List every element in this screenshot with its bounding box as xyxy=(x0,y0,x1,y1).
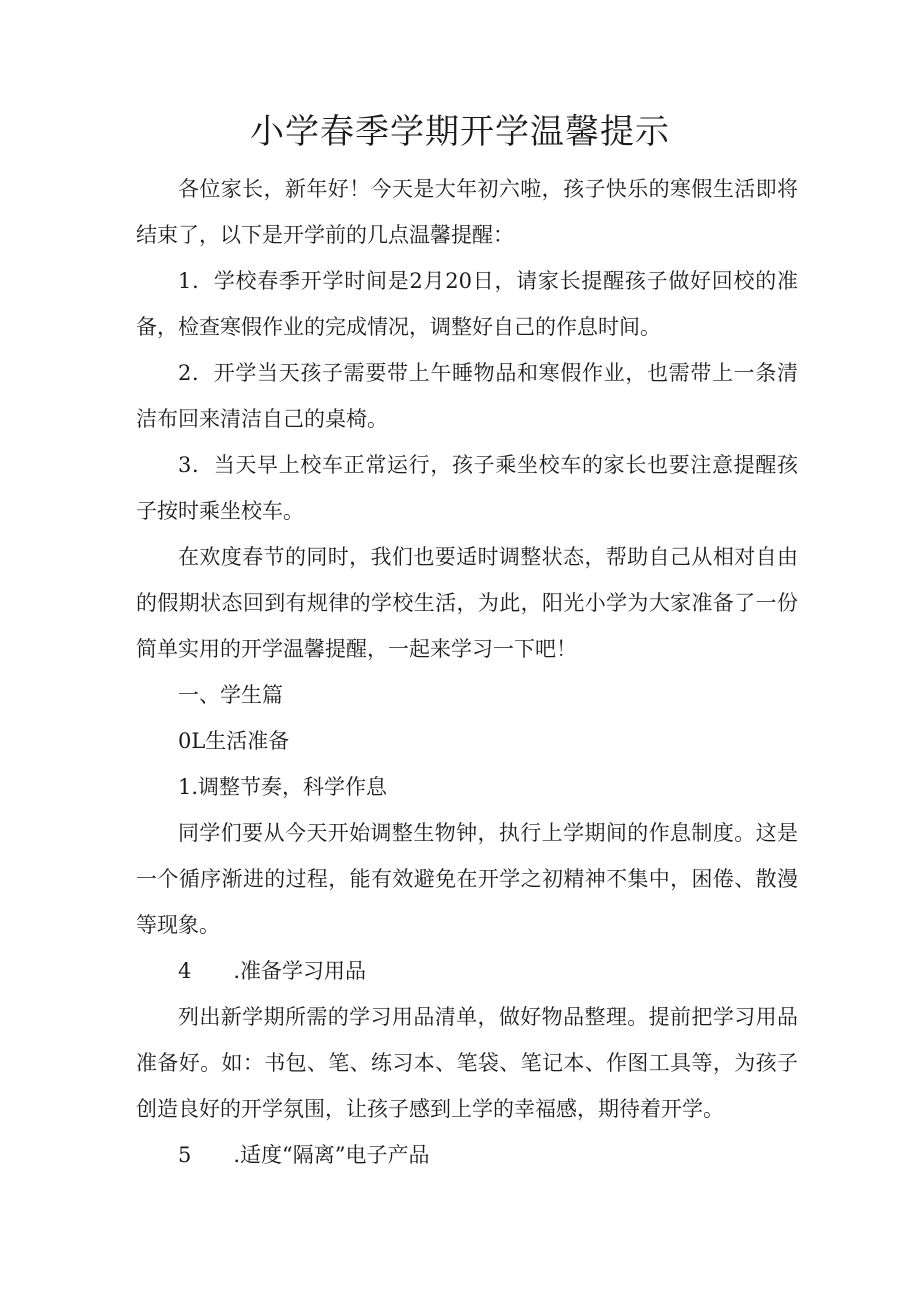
subsection-heading-life: 0L生活准备 xyxy=(178,729,290,753)
paragraph-rhythm: 同学们要从今天开始调整生物钟，执行上学期间的作息制度。这是一个循序渐进的过程，能有效避免在开学之初精神不集中，困倦、散漫等现象。 xyxy=(136,821,798,937)
paragraph-item-1: 1．学校春季开学时间是2月20日，请家长提醒孩子做好回校的准备，检查寒假作业的完成情况，调整好自己的作息时间。 xyxy=(136,269,798,339)
item-heading-supplies: 4 .准备学习用品 xyxy=(178,959,367,983)
section-heading-students: 一、学生篇 xyxy=(178,683,283,707)
paragraph-intro: 在欢度春节的同时，我们也要适时调整状态，帮助自己从相对自由的假期状态回到有规律的学校生活，为此，阳光小学为大家准备了一份简单实用的开学温馨提醒，一起来学习一下吧！ xyxy=(136,545,798,661)
item-heading-electronics: 5 .适度“隔离”电子产品 xyxy=(178,1143,430,1167)
paragraph-greeting: 各位家长，新年好！今天是大年初六啦，孩子快乐的寒假生活即将结束了，以下是开学前的几点温馨提醒： xyxy=(136,177,798,247)
document-body xyxy=(136,166,798,1178)
paragraph-supplies: 列出新学期所需的学习用品清单，做好物品整理。提前把学习用品准备好。如：书包、笔、练习本、笔袋、笔记本、作图工具等，为孩子创造良好的开学氛围，让孩子感到上学的幸福感，期待着开学。 xyxy=(136,1005,798,1121)
document-title: 小学春季学期开学温馨提示 xyxy=(250,112,670,152)
paragraph-item-2: 2．开学当天孩子需要带上午睡物品和寒假作业，也需带上一条清洁布回来清洁自己的桌椅。 xyxy=(136,361,798,431)
item-heading-rhythm: 1.调整节奏，科学作息 xyxy=(178,775,388,799)
paragraph-item-3: 3．当天早上校车正常运行，孩子乘坐校车的家长也要注意提醒孩子按时乘坐校车。 xyxy=(136,453,798,523)
